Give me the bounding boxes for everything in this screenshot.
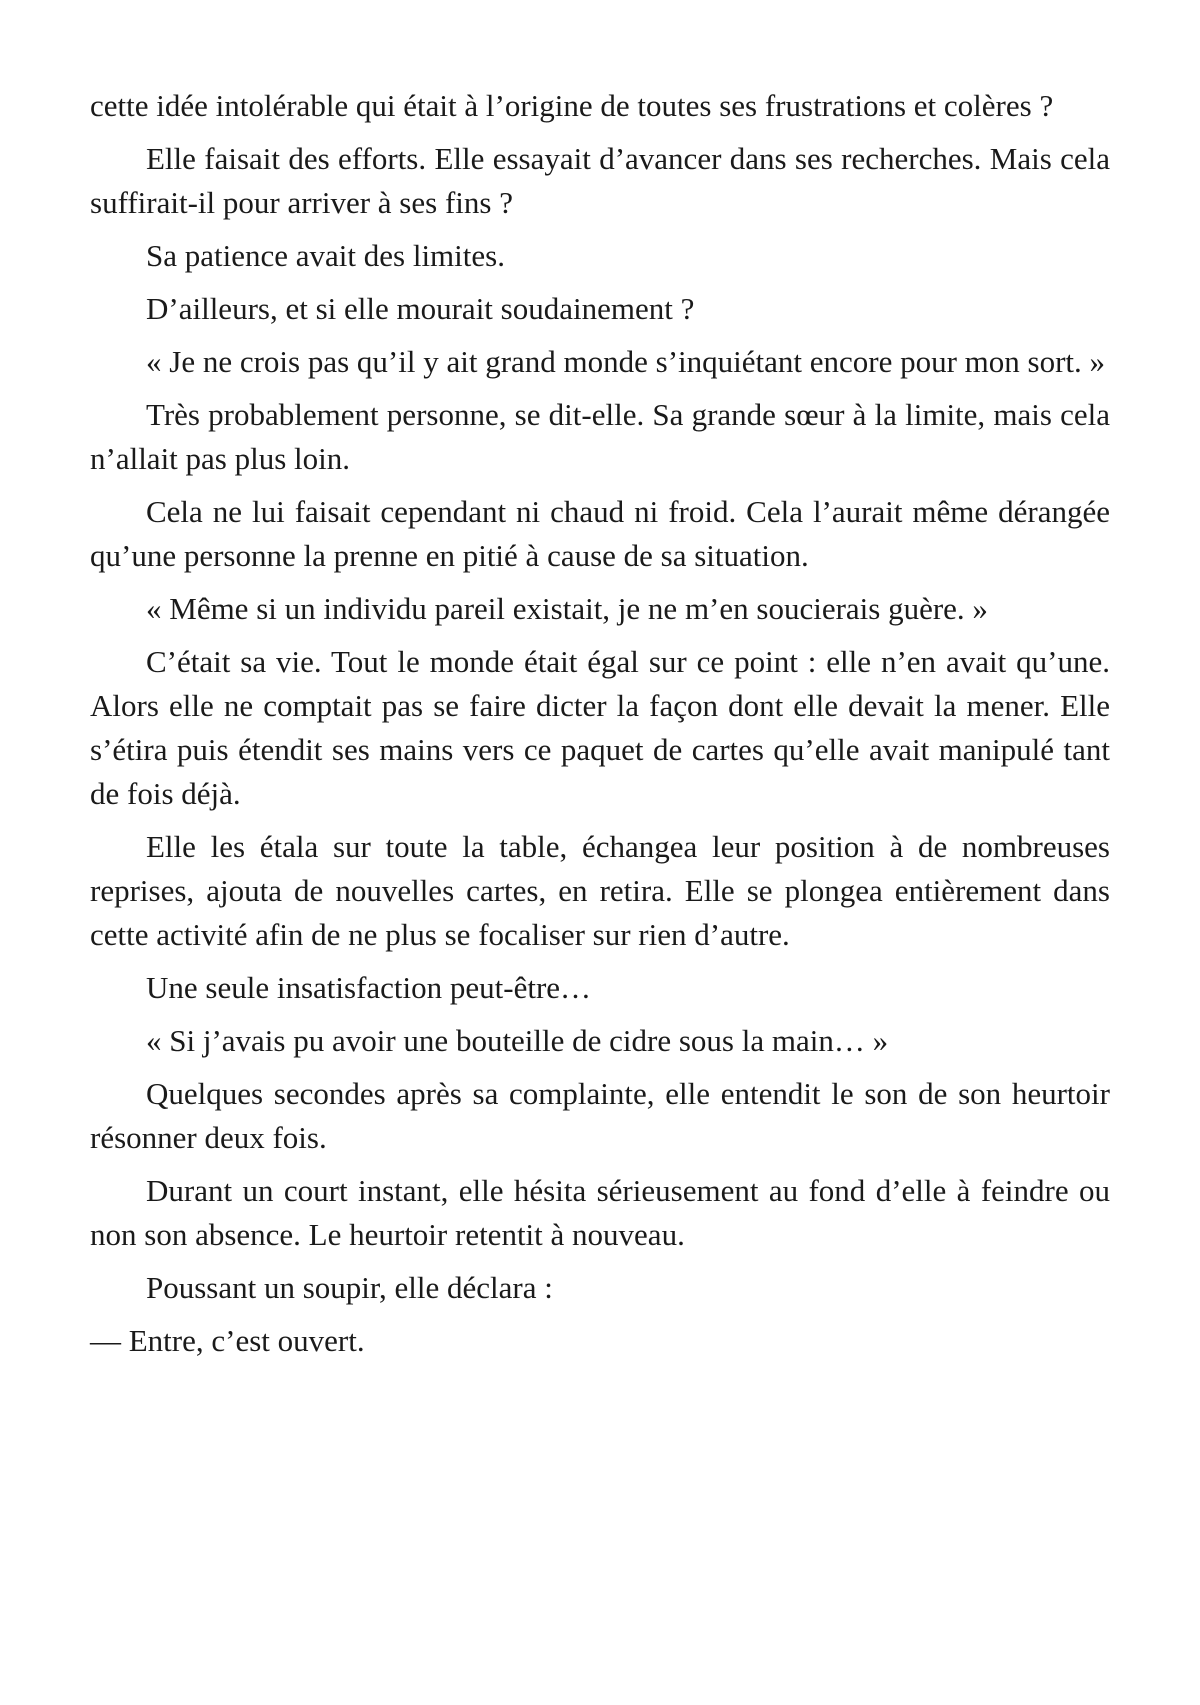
- paragraph: D’ailleurs, et si elle mourait soudainement ?: [146, 291, 695, 326]
- paragraph: « Je ne crois pas qu’il y ait grand monde s’inquiétant encore pour mon sort. »: [146, 344, 1106, 379]
- paragraph: Elle les étala sur toute la table, échangea leur position à de nombreuses reprises, ajouta de nouvelles cartes, en retira. Elle se plongea entièrement dans cette activité afin de ne plus se focaliser sur rien d’autre.: [90, 829, 1110, 952]
- paragraph: « Même si un individu pareil existait, je ne m’en soucierais guère. »: [146, 591, 988, 626]
- paragraph: Sa patience avait des limites.: [146, 238, 505, 273]
- paragraph: Elle faisait des efforts. Elle essayait d’avancer dans ses recherches. Mais cela suffirait-il pour arriver à ses fins ?: [90, 141, 1110, 220]
- paragraph: cette idée intolérable qui était à l’origine de toutes ses frustrations et colères ?: [90, 88, 1054, 123]
- paragraph: Très probablement personne, se dit-elle. Sa grande sœur à la limite, mais cela n’allait pas plus loin.: [90, 397, 1110, 476]
- paragraph: Quelques secondes après sa complainte, elle entendit le son de son heurtoir résonner deux fois.: [90, 1076, 1110, 1155]
- paragraph: C’était sa vie. Tout le monde était égal sur ce point : elle n’en avait qu’une. Alors elle ne comptait pas se faire dicter la façon dont elle devait la mener. Elle s’étira puis étendit ses mains vers ce paquet de cartes qu’elle avait manipulé tant de fois déjà.: [90, 644, 1110, 811]
- paragraph: Cela ne lui faisait cependant ni chaud ni froid. Cela l’aurait même dérangée qu’une personne la prenne en pitié à cause de sa situation.: [90, 494, 1110, 573]
- paragraph: Durant un court instant, elle hésita sérieusement au fond d’elle à feindre ou non son absence. Le heurtoir retentit à nouveau.: [90, 1173, 1110, 1252]
- paragraph: Poussant un soupir, elle déclara :: [146, 1270, 553, 1305]
- paragraph: — Entre, c’est ouvert.: [90, 1323, 365, 1358]
- paragraph: Une seule insatisfaction peut-être…: [146, 970, 592, 1005]
- paragraph: « Si j’avais pu avoir une bouteille de cidre sous la main… »: [146, 1023, 889, 1058]
